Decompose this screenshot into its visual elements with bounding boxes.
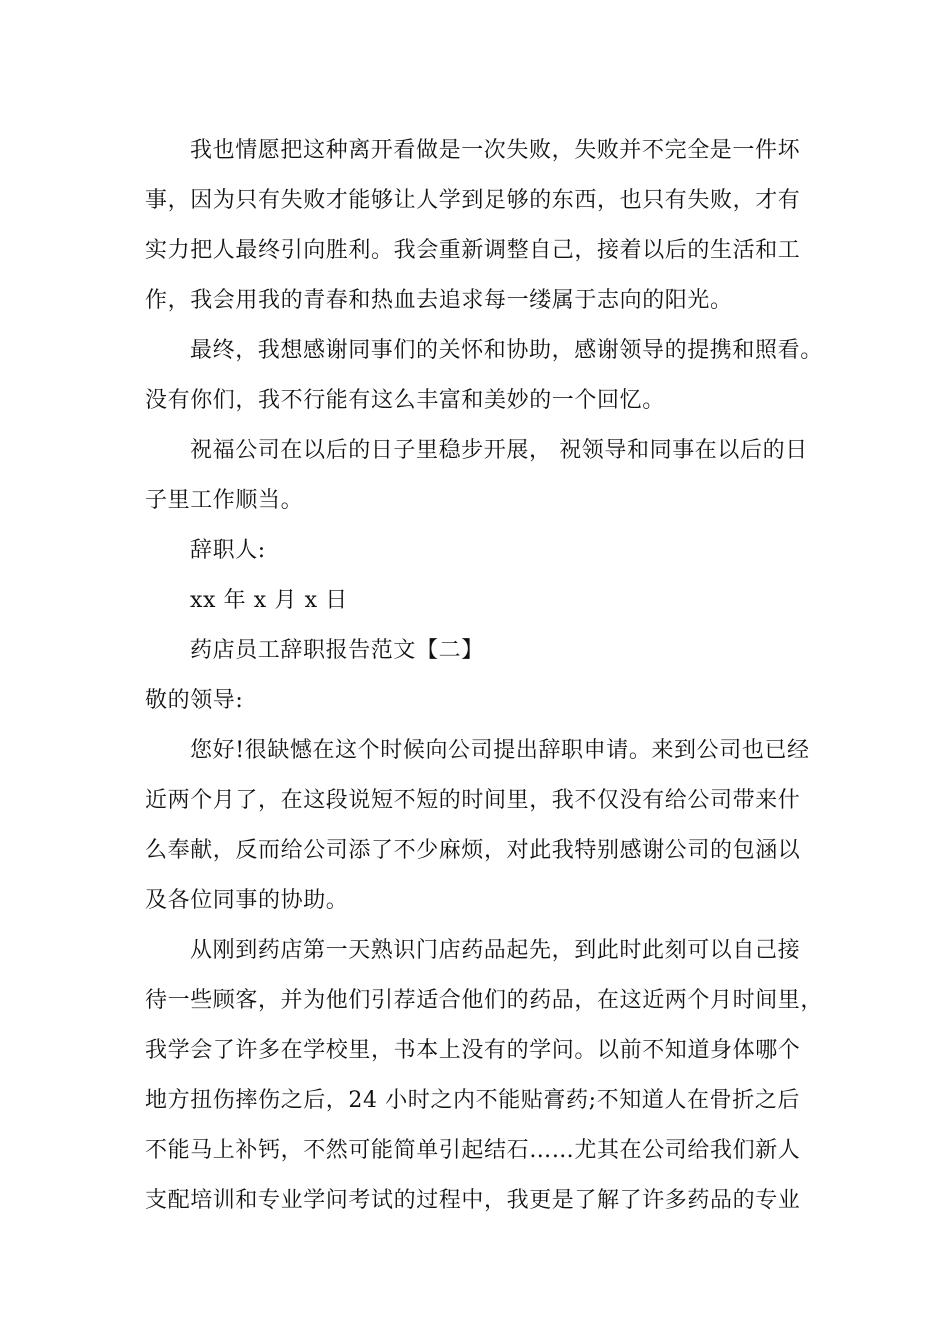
text-line: 我也情愿把这种离开看做是一次失败，失败并不完全是一件坏	[190, 138, 801, 163]
text-line: 支配培训和专业学问考试的过程中，我更是了解了许多药品的专业	[145, 1188, 801, 1213]
text-line: 实力把人最终引向胜利。我会重新调整自己，接着以后的生活和工	[145, 238, 801, 263]
text-line: 祝福公司在以后的日子里稳步开展， 祝领导和同事在以后的日	[190, 438, 808, 463]
text-line: 待一些顾客，并为他们引荐适合他们的药品，在这近两个月时间里，	[145, 988, 824, 1013]
text-line: 事，因为只有失败才能够让人学到足够的东西，也只有失败，才有	[145, 188, 801, 213]
text-line: 您好!很缺憾在这个时候向公司提出辞职申请。来到公司也已经	[190, 738, 810, 763]
section-title: 药店员工辞职报告范文【二】	[190, 638, 484, 663]
text-line: 我学会了许多在学校里，书本上没有的学问。以前不知道身体哪个	[145, 1038, 801, 1063]
text-line: 最终，我想感谢同事们的关怀和协助，感谢领导的提携和照看。	[190, 338, 823, 363]
text-line: 不能马上补钙，不然可能简单引起结石……尤其在公司给我们新人	[145, 1138, 801, 1163]
text-line: 地方扭伤摔伤之后，24 小时之内不能贴膏药;不知道人在骨折之后	[145, 1088, 801, 1113]
text-line: 么奉献，反而给公司添了不少麻烦，对此我特别感谢公司的包涵以	[145, 838, 801, 863]
text-line: 没有你们，我不行能有这么丰富和美妙的一个回忆。	[145, 388, 665, 413]
salutation: 敬的领导:	[145, 688, 244, 713]
signature-label: 辞职人:	[190, 538, 266, 563]
date-line: xx 年 x 月 x 日	[190, 588, 348, 613]
text-line: 子里工作顺当。	[145, 488, 304, 513]
text-line: 近两个月了，在这段说短不短的时间里，我不仅没有给公司带来什	[145, 788, 801, 813]
text-line: 作，我会用我的青春和热血去追求每一缕属于志向的阳光。	[145, 288, 733, 313]
text-line: 及各位同事的协助。	[145, 888, 349, 913]
text-line: 从刚到药店第一天熟识门店药品起先，到此时此刻可以自己接	[190, 938, 801, 963]
